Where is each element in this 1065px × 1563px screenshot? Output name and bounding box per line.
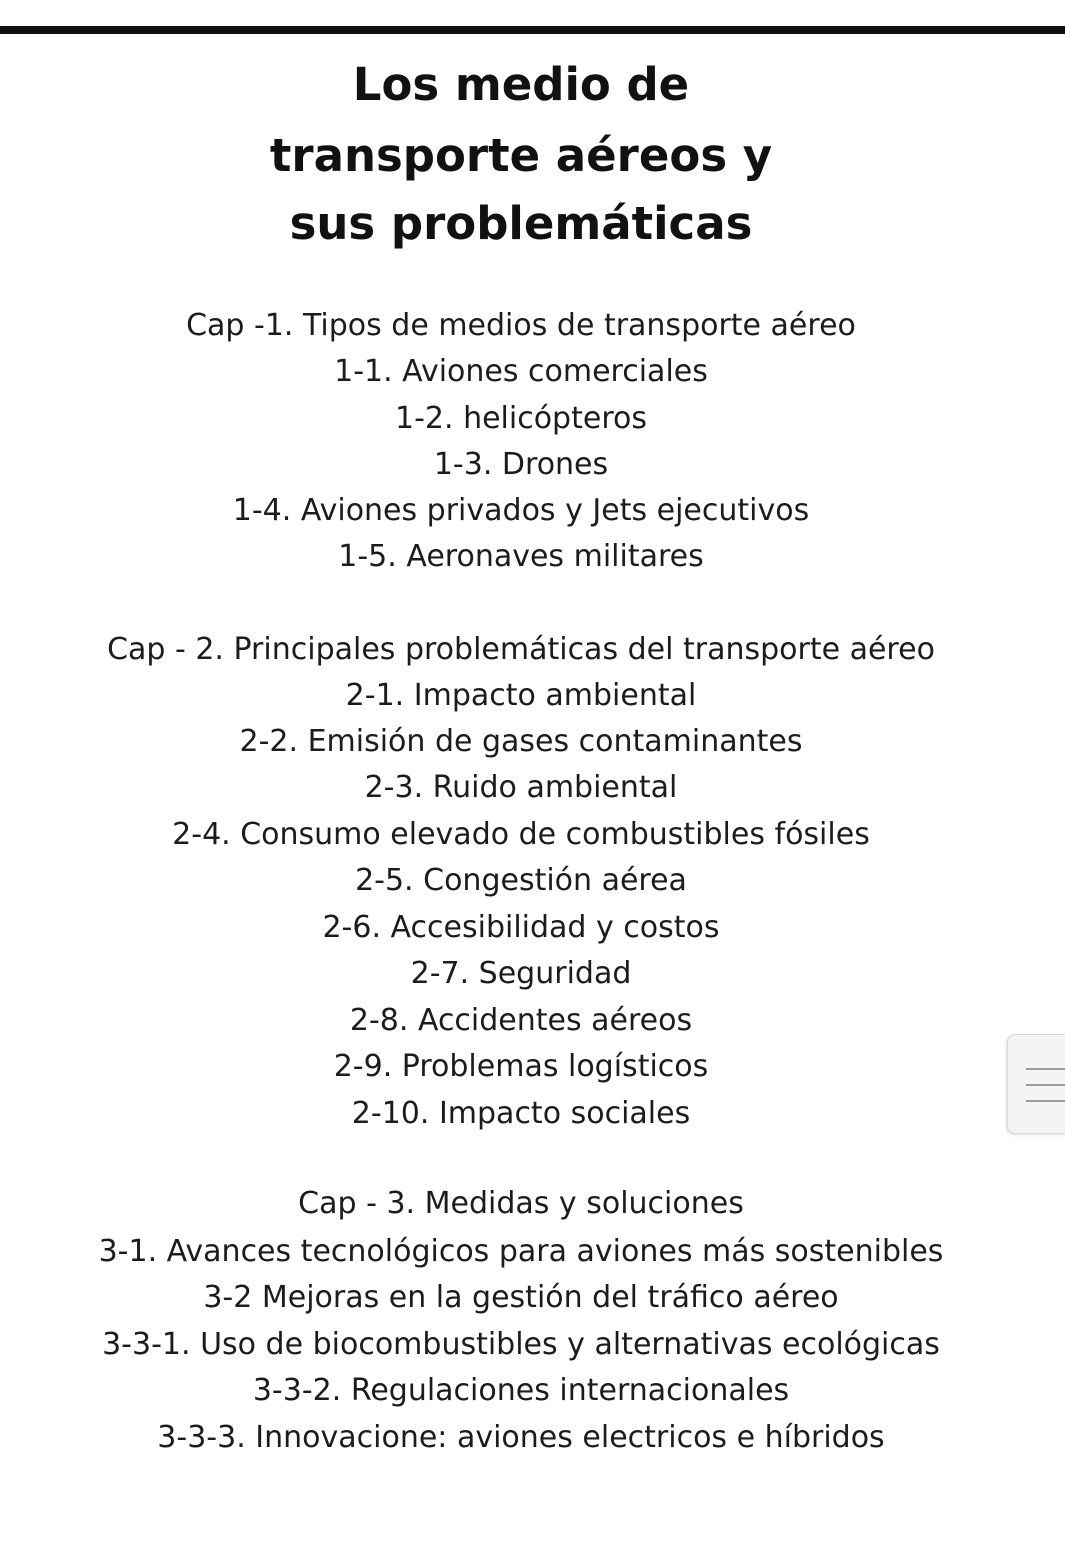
chapter-3-item: 3-3-1. Uso de biocombustibles y alternativas ecológicas <box>102 1327 940 1362</box>
chapter-1-item: 1-1. Aviones comerciales <box>334 354 708 389</box>
chapter-1-item: 1-2. helicópteros <box>395 401 647 436</box>
chapter-2-heading: Cap - 2. Principales problemáticas del transporte aéreo <box>107 632 935 667</box>
chapter-2-item: 2-9. Problemas logísticos <box>333 1049 709 1084</box>
chapter-2-item: 2-10. Impacto sociales <box>351 1096 691 1131</box>
chapter-3-item: 3-2 Mejoras en la gestión del tráfico aéreo <box>203 1280 839 1315</box>
chapter-1-heading: Cap -1. Tipos de medios de transporte aéreo <box>186 308 856 343</box>
chapter-3-item: 3-1. Avances tecnológicos para aviones más sostenibles <box>98 1234 944 1269</box>
chapter-1-item: 1-5. Aeronaves militares <box>338 539 704 574</box>
chapter-3-item: 3-3-3. Innovacione: aviones electricos e híbridos <box>157 1420 885 1455</box>
document-title-line-1: Los medio de <box>352 58 690 111</box>
document-title-line-3: sus problemáticas <box>289 197 753 250</box>
chapter-2-item: 2-5. Congestión aérea <box>355 863 687 898</box>
chapter-2-item: 2-6. Accesibilidad y costos <box>322 910 720 945</box>
top-divider-bar <box>0 26 1065 34</box>
chapter-2-item: 2-7. Seguridad <box>410 956 632 991</box>
document-title-line-2: transporte aéreos y <box>269 129 773 182</box>
side-drawer-handle[interactable] <box>1007 1034 1065 1134</box>
chapter-2-item: 2-4. Consumo elevado de combustibles fósiles <box>172 817 870 852</box>
chapter-1-item: 1-4. Aviones privados y Jets ejecutivos <box>232 493 810 528</box>
chapter-3-heading: Cap - 3. Medidas y soluciones <box>298 1186 744 1221</box>
chapter-1-item: 1-3. Drones <box>433 447 609 482</box>
chapter-2-item: 2-3. Ruido ambiental <box>364 770 678 805</box>
chapter-3-item: 3-3-2. Regulaciones internacionales <box>252 1373 790 1408</box>
chapter-2-item: 2-8. Accidentes aéreos <box>349 1003 693 1038</box>
chapter-2-item: 2-1. Impacto ambiental <box>345 678 697 713</box>
chapter-2-item: 2-2. Emisión de gases contaminantes <box>239 724 803 759</box>
